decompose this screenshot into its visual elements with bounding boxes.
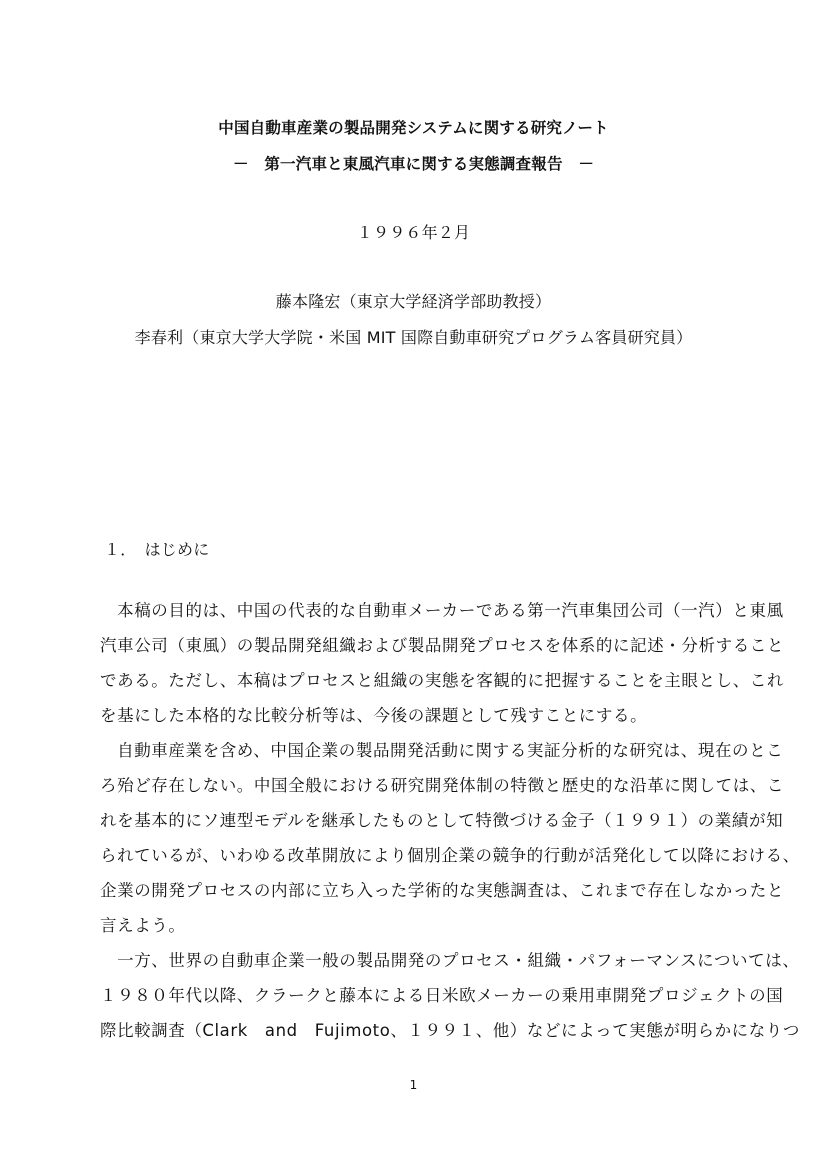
document-date: １９９６年２月 bbox=[356, 223, 471, 242]
body-line: 一方、世界の自動車企業一般の製品開発のプロセス・組織・パフォーマンスについては、 bbox=[100, 951, 800, 970]
body-line: 汽車公司（東風）の製品開発組織および製品開発プロセスを体系的に記述・分析すること bbox=[100, 636, 784, 655]
body-line: 言えよう。 bbox=[100, 916, 186, 935]
body-line: １９８０年代以降、クラークと藤本による日米欧メーカーの乗用車開発プロジェクトの国 bbox=[100, 986, 784, 1005]
document-title: 中国自動車産業の製品開発システムに関する研究ノート bbox=[218, 119, 609, 137]
document-subtitle: － 第一汽車と東風汽車に関する実態調査報告 － bbox=[232, 155, 595, 173]
author-1: 藤本隆宏（東京大学経済学部助教授） bbox=[275, 292, 552, 311]
body-line: れを基本的にソ連型モデルを継承したものとして特徴づける金子（１９９１）の業績が知 bbox=[100, 811, 784, 830]
body-line: を基にした本格的な比較分析等は、今後の課題として残すことにする。 bbox=[100, 706, 648, 725]
body-line: ろ殆ど存在しない。中国全般における研究開発体制の特徴と歴史的な沿革に関しては、こ bbox=[100, 776, 784, 795]
body-line: られているが、いわゆる改革開放により個別企業の競争的行動が活発化して以降における、 bbox=[100, 846, 800, 865]
body-line: 自動車産業を含め、中国企業の製品開発活動に関する実証分析的な研究は、現在のとこ bbox=[100, 741, 784, 760]
body-line: である。ただし、本稿はプロセスと組織の実態を客観的に把握することを主眼とし、これ bbox=[100, 671, 784, 690]
page-number: 1 bbox=[409, 1078, 418, 1092]
body-line: 際比較調査（Clark and Fujimoto、１９９１、他）などによって実態が明らかになりつ bbox=[100, 1021, 800, 1040]
body-line: 本稿の目的は、中国の代表的な自動車メーカーである第一汽車集団公司（一汽）と東風 bbox=[100, 601, 784, 620]
author-2: 李春利（東京大学大学院・米国 MIT 国際自動車研究プログラム客員研究員） bbox=[134, 328, 693, 347]
section-heading: １． はじめに bbox=[104, 540, 210, 559]
body-line: 企業の開発プロセスの内部に立ち入った学術的な実態調査は、これまで存在しなかったと bbox=[100, 881, 784, 900]
